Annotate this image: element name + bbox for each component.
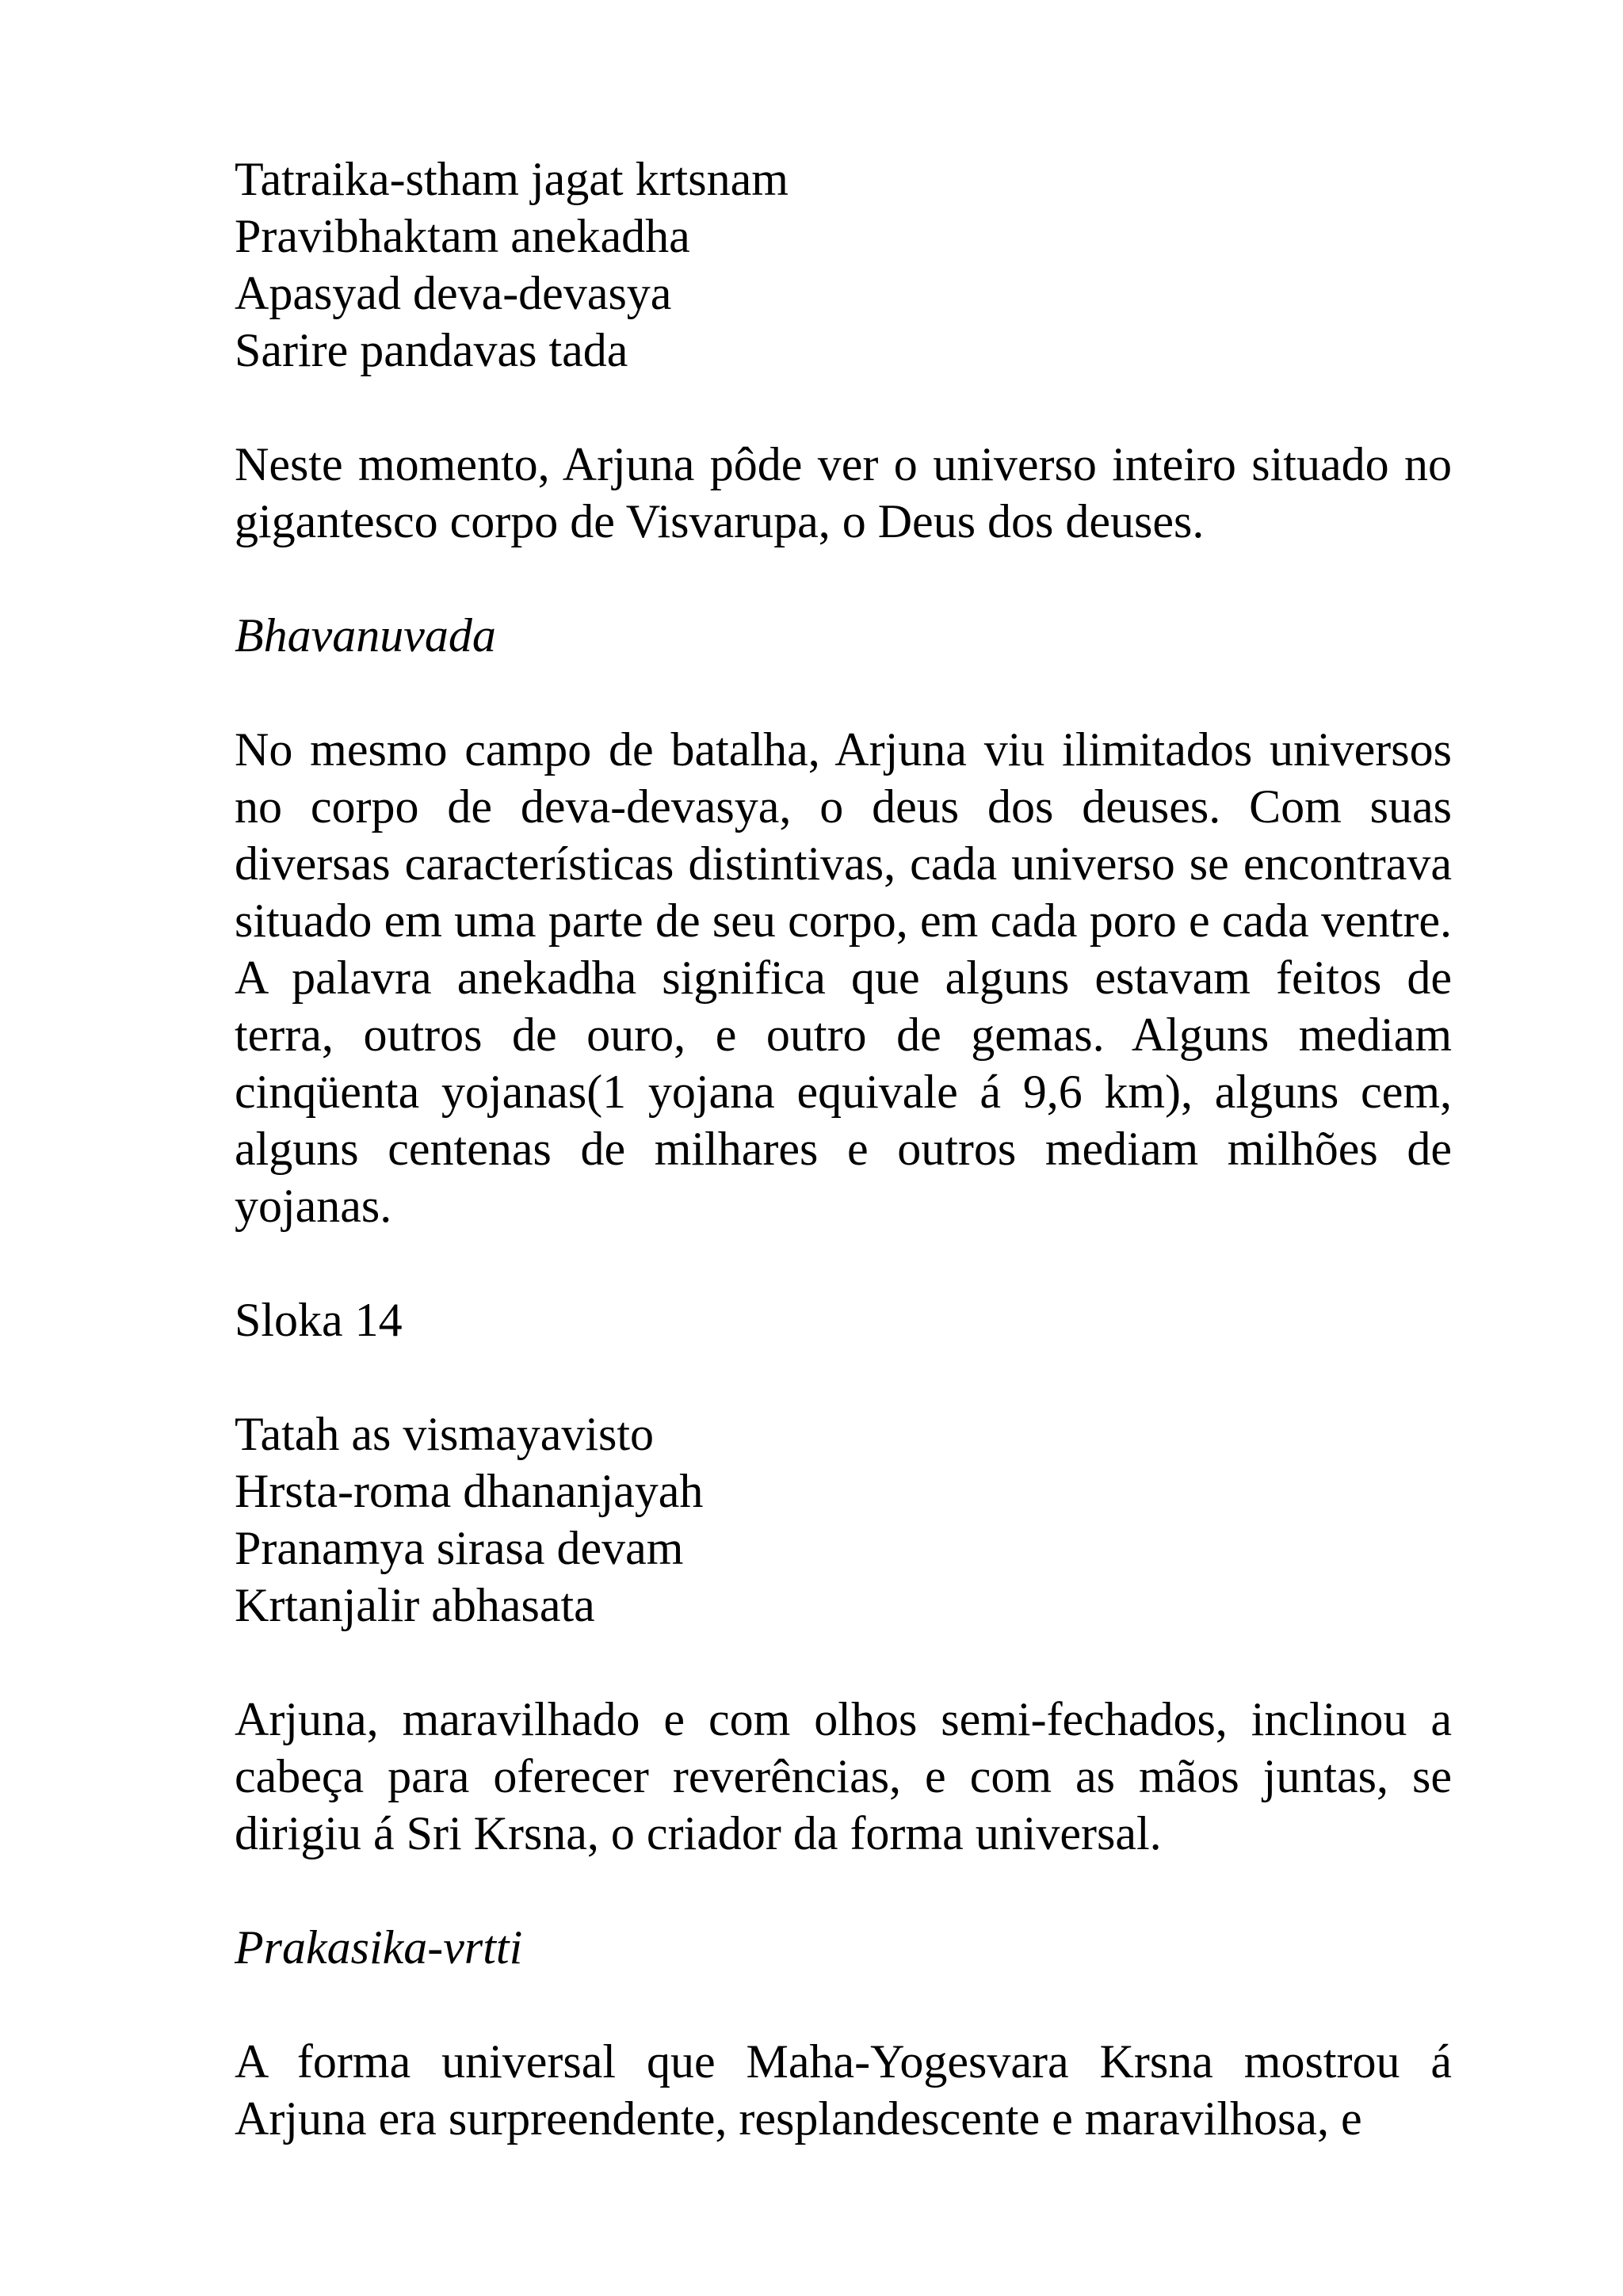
verse-line: Pravibhaktam anekadha — [235, 210, 690, 262]
verse-line: Pranamya sirasa devam — [235, 1522, 684, 1574]
spacer — [235, 1862, 1452, 1919]
verse-line: Hrsta-roma dhananjayah — [235, 1465, 704, 1517]
verse-line: Sarire pandavas tada — [235, 324, 628, 376]
verse-line: Apasyad deva-devasya — [235, 267, 672, 319]
commentary-paragraph: No mesmo campo de batalha, Arjuna viu ilimitados universos no corpo de deva-devasya, o deus dos deuses. Com suas diversas características distintivas, cada universo se encontrava situado em uma parte de seu corpo, em cada poro e cada ventre. A palavra anekadha significa que alguns estavam feitos de terra, outros de ouro, e outro de gemas. Alguns mediam cinqüenta yojanas(1 yojana equivale á 9,6 km), alguns cem, alguns centenas de milhares e outros mediam milhões de yojanas. — [235, 723, 1452, 1232]
verse-line: Tatraika-stham jagat krtsnam — [235, 153, 789, 205]
commentary-heading: Prakasika-vrtti — [235, 1921, 523, 1974]
spacer — [235, 379, 1452, 436]
verse-line: Krtanjalir abhasata — [235, 1579, 595, 1631]
commentary-paragraph: A forma universal que Maha-Yogesvara Krsna mostrou á Arjuna era surpreendente, resplandescente e maravilhosa, e — [235, 2035, 1452, 2145]
spacer — [235, 1348, 1452, 1405]
document-page — [235, 151, 1452, 2147]
spacer — [235, 1634, 1452, 1691]
translation-paragraph: Arjuna, maravilhado e com olhos semi-fechados, inclinou a cabeça para oferecer reverências, e com as mãos juntas, se dirigiu á Sri Krsna, o criador da forma universal. — [235, 1693, 1452, 1859]
commentary-heading: Bhavanuvada — [235, 609, 496, 662]
verse-13 — [235, 151, 1452, 379]
spacer — [235, 550, 1452, 607]
verse-line: Tatah as vismayavisto — [235, 1408, 655, 1460]
verse-14 — [235, 1405, 1452, 1634]
spacer — [235, 664, 1452, 721]
sloka-heading: Sloka 14 — [235, 1294, 403, 1346]
spacer — [235, 1976, 1452, 2033]
spacer — [235, 1234, 1452, 1291]
translation-paragraph: Neste momento, Arjuna pôde ver o universo inteiro situado no gigantesco corpo de Visvarupa, o Deus dos deuses. — [235, 438, 1452, 547]
